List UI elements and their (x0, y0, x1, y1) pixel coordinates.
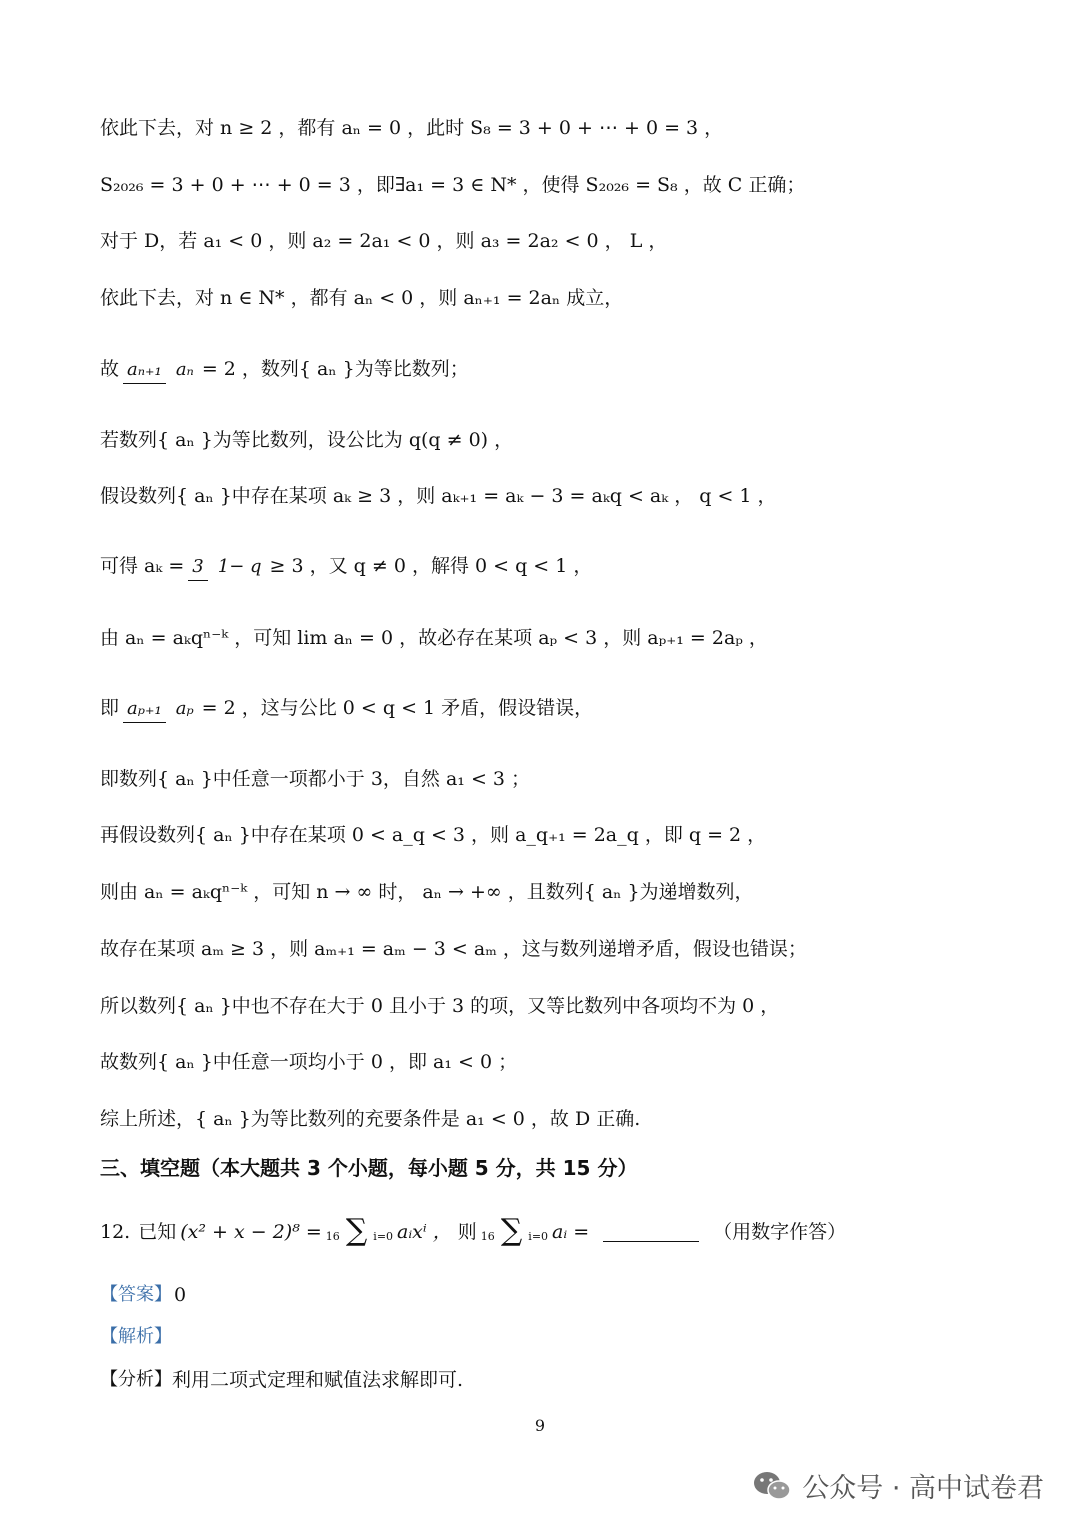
fraction-denominator: aₚ (175, 697, 194, 719)
question-expression: (x² + x − 2)⁸ = (180, 1221, 322, 1243)
sum-term: aᵢxⁱ ， (397, 1221, 452, 1243)
sigma-icon: ∑ (500, 1213, 523, 1248)
text-line (100, 482, 777, 510)
sum-operator (325, 1213, 394, 1248)
fraction-numerator: 3 (188, 556, 207, 581)
line-text: 所以数列{ aₙ }中也不存在大于 0 且小于 3 的项，又等比数列中各项均不为 0 ， (100, 995, 780, 1017)
text-line (100, 624, 768, 652)
line-text: 则由 aₙ = aₖqⁿ⁻ᵏ ，可知 n → ∞ 时， aₙ → +∞ ，且数列{ aₙ }为递增数列， (100, 881, 754, 903)
text-line (100, 284, 623, 312)
answer-label: 【答案】 (100, 1284, 172, 1305)
line-text: 依此下去，对 n ∈ N* ，都有 aₙ < 0 ，则 aₙ₊₁ = 2aₙ 成立， (100, 287, 624, 309)
line-suffix: = 2 ，这与公比 0 < q < 1 矛盾，假设错误， (201, 697, 594, 719)
text-line (100, 935, 807, 963)
fraction (123, 694, 198, 723)
section-heading (100, 1154, 637, 1182)
line-text: 假设数列{ aₙ }中存在某项 aₖ ≥ 3 ，则 aₖ₊₁ = aₖ − 3 = aₖq < aₖ ， q < 1 ， (100, 485, 777, 507)
line-suffix: ≥ 3 ，又 q ≠ 0 ，解得 0 < q < 1 ， (269, 555, 593, 577)
text-line (100, 1105, 640, 1133)
question-prefix: 已知 (138, 1221, 177, 1243)
line-prefix: 故 (100, 358, 120, 380)
fraction-denominator: aₙ (175, 358, 194, 380)
answer-blank[interactable] (603, 1223, 699, 1242)
fraction-line (100, 540, 592, 592)
fenxi-label: 【分析】 (100, 1369, 172, 1390)
analysis-label: 【解析】 (100, 1326, 172, 1347)
line-text: 即数列{ aₙ }中任意一项都小于 3，自然 a₁ < 3 ； (100, 768, 531, 790)
line-suffix: = 2 ，数列{ aₙ }为等比数列； (201, 358, 469, 380)
sum-upper-limit: 16 (480, 1230, 495, 1243)
fraction (188, 552, 265, 581)
sum-operator (480, 1213, 549, 1248)
answer-value: 0 (174, 1284, 187, 1306)
wechat-icon (752, 1469, 792, 1503)
text-line (100, 426, 513, 454)
text-line (100, 227, 667, 255)
question-hint: （用数字作答） (713, 1221, 847, 1243)
text-line (100, 878, 754, 906)
text-line (100, 992, 779, 1020)
question-number: 12. (100, 1221, 131, 1243)
sum-upper-limit: 16 (325, 1230, 340, 1243)
fraction-line (100, 343, 469, 395)
line-text: 由 aₙ = aₖqⁿ⁻ᵏ ，可知 lim aₙ = 0 ，故必存在某项 aₚ < 3 ，则 aₚ₊₁ = 2aₚ ， (100, 627, 768, 649)
fraction-line (100, 682, 593, 734)
text-line (100, 765, 530, 793)
answer-line (100, 1281, 186, 1309)
section-heading-text: 三、填空题（本大题共 3 个小题，每小题 5 分，共 15 分） (100, 1156, 638, 1180)
fenxi-text: 利用二项式定理和赋值法求解即可. (172, 1369, 464, 1391)
fraction-numerator: aₙ₊₁ (123, 359, 166, 384)
text-line (100, 821, 766, 849)
line-text: S₂₀₂₆ = 3 + 0 + ⋯ + 0 = 3 ，即∃a₁ = 3 ∈ N* ，使得 S₂₀₂₆ = S₈ ，故 C 正确； (100, 174, 806, 196)
line-text: 故数列{ aₙ }中任意一项均小于 0 ，即 a₁ < 0 ； (100, 1051, 518, 1073)
fraction-denominator: 1− q (217, 555, 262, 577)
sum-lower-limit: i=0 (528, 1230, 549, 1243)
text-line (100, 114, 723, 142)
line-prefix: 可得 aₖ = (100, 555, 185, 577)
page-number: 9 (534, 1416, 546, 1435)
fenxi-line (100, 1366, 463, 1394)
question-12 (100, 1206, 846, 1258)
text-line (100, 171, 805, 199)
fraction-numerator: aₚ₊₁ (123, 698, 166, 723)
analysis-line (100, 1323, 172, 1351)
line-text: 依此下去，对 n ≥ 2 ，都有 aₙ = 0 ，此时 S₈ = 3 + 0 + ⋯ + 0 = 3 ， (100, 117, 724, 139)
sigma-icon: ∑ (345, 1213, 368, 1248)
line-prefix: 即 (100, 697, 120, 719)
sum-lower-limit: i=0 (373, 1230, 394, 1243)
fraction (123, 355, 198, 384)
line-text: 对于 D，若 a₁ < 0 ，则 a₂ = 2a₁ < 0 ，则 a₃ = 2a₂ < 0 ， L ， (100, 230, 668, 252)
line-text: 再假设数列{ aₙ }中存在某项 0 < a_q < 3 ，则 a_q₊₁ = 2a_q ，即 q = 2 ， (100, 824, 767, 846)
line-text: 综上所述，{ aₙ }为等比数列的充要条件是 a₁ < 0 ，故 D 正确. (100, 1108, 641, 1130)
line-text: 若数列{ aₙ }为等比数列，设公比为 q(q ≠ 0) ， (100, 429, 514, 451)
watermark (752, 1466, 1044, 1505)
sum-term: aᵢ = (552, 1221, 590, 1243)
text-line (100, 1048, 517, 1076)
line-text: 故存在某项 aₘ ≥ 3 ，则 aₘ₊₁ = aₘ − 3 < aₘ ，这与数列递增矛盾，假设也错误； (100, 938, 807, 960)
watermark-text: 公众号 · 高中试卷君 (802, 1473, 1044, 1504)
question-mid-text: 则 (457, 1221, 477, 1243)
